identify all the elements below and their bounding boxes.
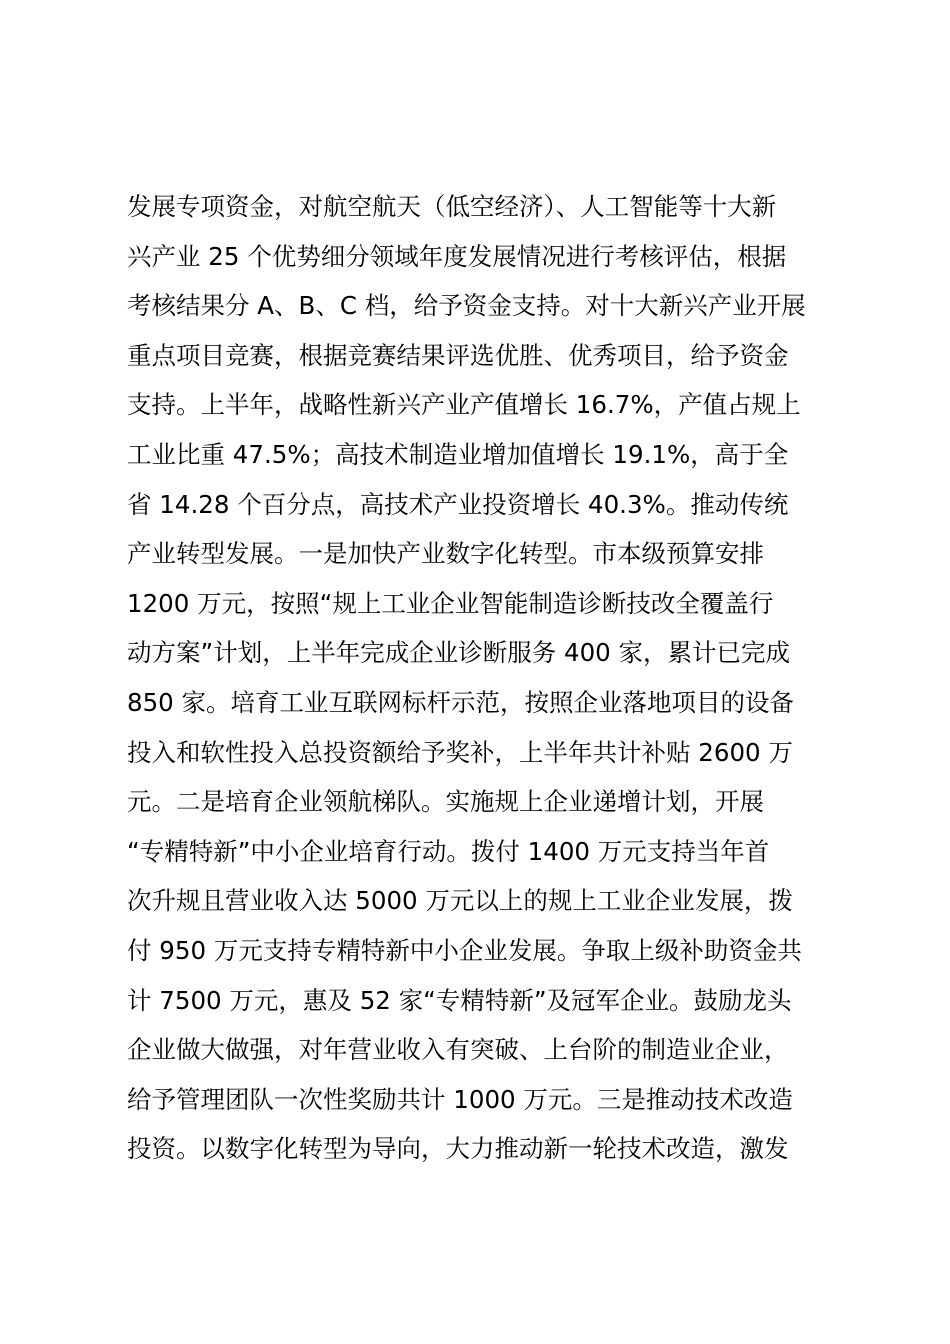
text-line: 企业做大做强，对年营业收入有突破、上台阶的制造业企业， [127, 1035, 789, 1065]
text-line: 支持。上半年，战略性新兴产业产值增长 16.7%，产值占规上 [127, 390, 801, 420]
text-line: 动方案”计划，上半年完成企业诊断服务 400 家，累计已完成 [127, 638, 791, 668]
text-line: 次升规且营业收入达 5000 万元以上的规上工业企业发展，拨 [127, 886, 793, 916]
body-paragraph [127, 182, 847, 1174]
text-line: 考核结果分 A、B、C 档，给予资金支持。对十大新兴产业开展 [127, 291, 806, 321]
text-line: “专精特新”中小企业培育行动。拨付 1400 万元支持当年首 [127, 836, 770, 866]
text-line: 重点项目竞赛，根据竞赛结果评选优胜、优秀项目，给予资金 [127, 340, 789, 370]
text-line: 兴产业 25 个优势细分领域年度发展情况进行考核评估，根据 [127, 241, 787, 271]
text-line: 发展专项资金，对航空航天（低空经济）、人工智能等十大新 [127, 192, 777, 221]
text-line: 省 14.28 个百分点，高技术产业投资增长 40.3%。推动传统 [127, 489, 789, 519]
text-line: 投资。以数字化转型为导向，大力推动新一轮技术改造，激发 [127, 1134, 789, 1164]
text-line: 给予管理团队一次性奖励共计 1000 万元。三是推动技术改造 [127, 1084, 793, 1114]
text-line: 投入和软性投入总投资额给予奖补，上半年共计补贴 2600 万 [127, 737, 793, 767]
text-line: 850 家。培育工业互联网标杆示范，按照企业落地项目的设备 [127, 687, 795, 717]
text-line: 计 7500 万元，惠及 52 家“专精特新”及冠军企业。鼓励龙头 [127, 985, 792, 1015]
text-line: 付 950 万元支持专精特新中小企业发展。争取上级补助资金共 [127, 935, 802, 965]
text-line: 工业比重 47.5%；高技术制造业增加值增长 19.1%，高于全 [127, 439, 789, 469]
text-line: 1200 万元，按照“规上工业企业智能制造诊断技改全覆盖行 [127, 588, 774, 618]
text-line: 元。二是培育企业领航梯队。实施规上企业递增计划，开展 [127, 787, 764, 817]
text-line: 产业转型发展。一是加快产业数字化转型。市本级预算安排 [127, 539, 764, 569]
